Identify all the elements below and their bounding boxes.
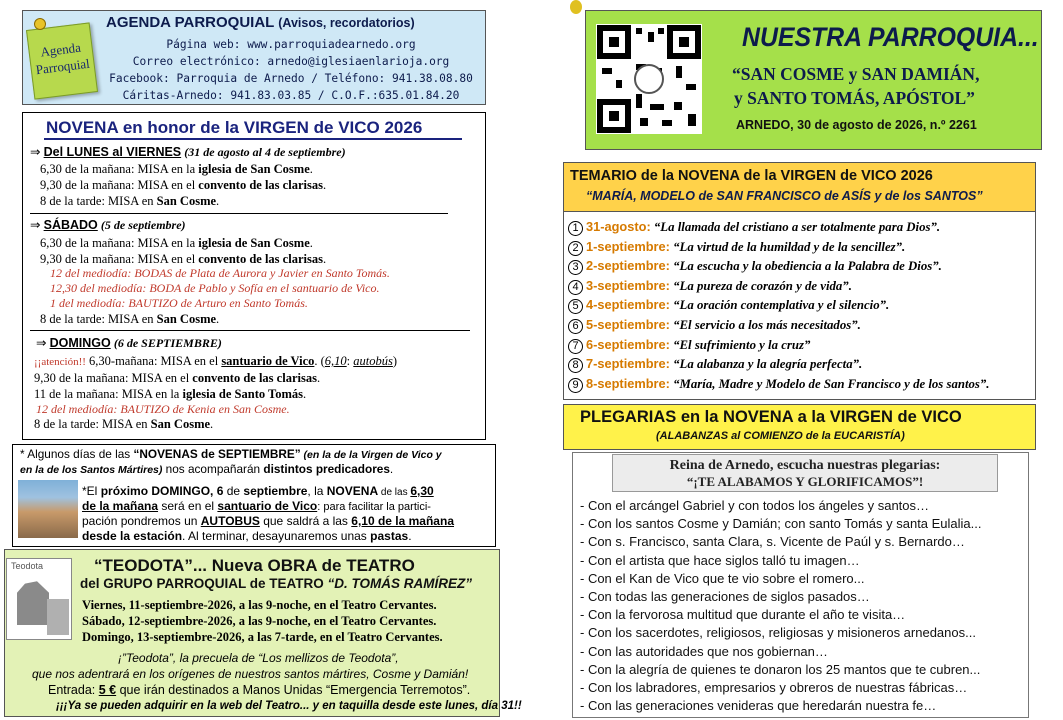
- plegaria-item: - Con la alegría de quienes te donaron los 25 mantos que te cubren...: [580, 661, 981, 677]
- plegarias-title: PLEGARIAS en la NOVENA a la VIRGEN de VICO: [580, 408, 962, 426]
- temario-item: [568, 239, 905, 256]
- teodota-caption: Teodota: [11, 561, 44, 571]
- bus-line-4: desde la estación. Al terminar, desayunaremos unas pastas.: [82, 529, 412, 543]
- weekday-line-2: 9,30 de la mañana: MISA en el convento de las clarisas.: [40, 178, 327, 192]
- saturday-line-6: 8 de la tarde: MISA en San Cosme.: [40, 312, 220, 326]
- number-badge: 8: [568, 358, 583, 373]
- temario-item: [568, 317, 861, 334]
- agenda-email[interactable]: Correo electrónico: arnedo@iglesiaenlarioja.org: [132, 55, 450, 68]
- agenda-web[interactable]: Página web: www.parroquiadearnedo.org: [166, 38, 416, 51]
- pin-icon: [34, 18, 46, 30]
- plegarias-subtitle: (ALABANZAS al COMIENZO de la EUCARISTÍA): [656, 430, 905, 442]
- number-badge: 6: [568, 319, 583, 334]
- temario-item: [568, 297, 889, 314]
- number-badge: 7: [568, 339, 583, 354]
- plegaria-item: - Con la fervorosa multitud que durante el año te visita…: [580, 607, 906, 623]
- reina-line-2: “¡TE ALABAMOS Y GLORIFICAMOS”!: [686, 474, 924, 489]
- sunday-line-2: 9,30 de la mañana: MISA en el convento de las clarisas.: [34, 371, 321, 385]
- predicadores-line-2: en la de los Santos Mártires) nos acompañarán distintos predicadores.: [20, 462, 394, 476]
- temario-item: [568, 219, 940, 236]
- divider: [30, 330, 470, 331]
- teatro-price: Entrada: 5 € que irán destinados a Manos Unidas “Emergencia Terremotos”.: [48, 683, 471, 697]
- number-badge: 5: [568, 299, 583, 314]
- temario-item: [568, 278, 852, 295]
- teatro-subtitle: del GRUPO PARROQUIAL de TEATRO “D. TOMÁS RAMÍREZ”: [80, 576, 473, 591]
- plegaria-item: - Con los labradores, empresarios y obreros de nuestras fábricas…: [580, 680, 968, 695]
- temario-date: 2-septiembre:: [586, 258, 670, 274]
- temario-date: 6-septiembre:: [586, 336, 670, 352]
- sunday-event: 12 del mediodía: BAUTIZO de Kenia en San Cosme.: [36, 402, 290, 416]
- reina-line-1: Reina de Arnedo, escucha nuestras plegarias:: [669, 458, 941, 473]
- parroquia-title: NUESTRA PARROQUIA...: [742, 22, 1039, 52]
- teatro-date-2: Sábado, 12-septiembre-2026, a las 9-noche, en el Teatro Cervantes.: [82, 614, 437, 628]
- teatro-date-1: Viernes, 11-septiembre-2026, a las 9-noche, en el Teatro Cervantes.: [82, 598, 437, 612]
- agenda-title: AGENDA PARROQUIAL (Avisos, recordatorios): [106, 14, 415, 31]
- teatro-desc-1: ¡”Teodota”, la precuela de “Los mellizos de Teodota”,: [118, 651, 399, 665]
- plegaria-item: - Con los santos Cosme y Damián; con santo Tomás y santa Eulalia...: [580, 516, 982, 532]
- temario-text: “El servicio a los más necesitados”.: [673, 318, 861, 332]
- parroquia-name-1: “SAN COSME y SAN DAMIÁN,: [732, 64, 980, 84]
- temario-date: 4-septiembre:: [586, 297, 670, 313]
- number-badge: 3: [568, 260, 583, 275]
- temario-date: 31-agosto:: [586, 219, 651, 234]
- plegaria-item: - Con todas las generaciones de siglos pasados…: [580, 589, 870, 604]
- saturday-event-2: 12,30 del mediodía: BODA de Pablo y Sofía en el santuario de Vico.: [50, 281, 380, 295]
- plegaria-item: - Con el arcángel Gabriel y con todos los ángeles y santos…: [580, 498, 930, 513]
- temario-date: 1-septiembre:: [586, 238, 670, 254]
- plegaria-item: - Con s. Francisco, santa Clara, s. Vicente de Paúl y s. Bernardo…: [580, 534, 965, 550]
- teatro-tickets: ¡¡¡Ya se pueden adquirir en la web del Teatro... y en taquilla desde este lunes, día 31!!: [56, 700, 522, 712]
- weekday-line-3: 8 de la tarde: MISA en San Cosme.: [40, 194, 220, 208]
- temario-text: “La pureza de corazón y de vida”.: [673, 278, 852, 293]
- number-badge: 4: [568, 280, 583, 295]
- saturday-line-2: 9,30 de la mañana: MISA en el convento de las clarisas.: [40, 252, 327, 266]
- weekday-heading: ⇒ Del LUNES al VIERNES (31 de agosto al 4 de septiembre): [30, 145, 346, 159]
- temario-text: “La escucha y la obediencia a la Palabra de Dios”.: [673, 259, 942, 274]
- saturday-event-1: 12 del mediodía: BODAS de Plata de Aurora y Javier en Santo Tomás.: [50, 266, 390, 280]
- saturday-event-3: 1 del mediodía: BAUTIZO de Arturo en Santo Tomás.: [50, 296, 308, 310]
- temario-title: TEMARIO de la NOVENA de la VIRGEN de VICO 2026: [570, 168, 933, 184]
- temario-text: “La llamada del cristiano a ser totalmente para Dios”.: [653, 220, 941, 234]
- sunday-line-3: 11 de la mañana: MISA en la iglesia de Santo Tomás.: [34, 387, 307, 401]
- novena-title: NOVENA en honor de la VIRGEN de VICO 2026: [46, 118, 423, 137]
- teatro-date-3: Domingo, 13-septiembre-2026, a las 7-tarde, en el Teatro Cervantes.: [82, 630, 443, 644]
- temario-text: “La oración contemplativa y el silencio”.: [673, 298, 890, 313]
- temario-date: 3-septiembre:: [586, 277, 670, 293]
- temario-text: “El sufrimiento y la cruz”: [673, 337, 811, 352]
- bus-line-1: *El próximo DOMINGO, 6 de septiembre, la NOVENA de las 6,30: [82, 484, 434, 498]
- temario-date: 5-septiembre:: [586, 317, 670, 332]
- saturday-line-1: 6,30 de la mañana: MISA en la iglesia de San Cosme.: [40, 236, 313, 250]
- parroquia-date: ARNEDO, 30 de agosto de 2026, n.º 2261: [736, 118, 977, 132]
- temario-text: “La virtud de la humildad y de la sencillez”.: [673, 239, 906, 254]
- temario-item: [568, 356, 862, 373]
- reina-banner: [612, 454, 998, 492]
- predicadores-line-1: * Algunos días de las “NOVENAS de SEPTIEMBRE” (en la de la Virgen de Vico y: [20, 447, 442, 461]
- temario-item: [568, 258, 942, 275]
- qr-code[interactable]: [596, 24, 702, 134]
- pin-icon: [570, 0, 582, 14]
- temario-text: “La alabanza y la alegría perfecta”.: [673, 357, 863, 372]
- agenda-facebook: Facebook: Parroquia de Arnedo / Teléfono: 941.38.08.80: [109, 72, 473, 85]
- parroquia-name-2: y SANTO TOMÁS, APÓSTOL”: [734, 88, 975, 108]
- number-badge: 9: [568, 378, 583, 393]
- temario-subtitle: “MARÍA, MODELO de SAN FRANCISCO de ASÍS y de los SANTOS”: [586, 189, 983, 203]
- teatro-title: “TEODOTA”... Nueva OBRA de TEATRO: [94, 556, 415, 575]
- plegaria-item: - Con los sacerdotes, religiosos, religiosas y misioneros arnedanos...: [580, 625, 976, 641]
- sunday-line-1: ¡¡atención!! 6,30-mañana: MISA en el santuario de Vico. (6,10: autobús): [34, 354, 398, 368]
- bus-line-3: pación pondremos un AUTOBUS que saldrá a las 6,10 de la mañana: [82, 514, 454, 528]
- bus-line-2: de la mañana será en el santuario de Vico: para facilitar la partici-: [82, 499, 431, 513]
- temario-item: [568, 337, 810, 354]
- teodota-poster-image: [6, 558, 72, 640]
- church-photo: [18, 480, 78, 538]
- plegaria-item: - Con el artista que hace siglos talló tu imagen…: [580, 552, 860, 568]
- divider: [30, 213, 448, 214]
- saturday-heading: ⇒ SÁBADO (5 de septiembre): [30, 218, 186, 232]
- sunday-heading: ⇒ DOMINGO (6 de SEPTIEMBRE): [36, 336, 222, 350]
- sunday-line-5: 8 de la tarde: MISA en San Cosme.: [34, 417, 214, 431]
- temario-item: [568, 376, 990, 393]
- novena-title-underline: [44, 138, 462, 140]
- weekday-line-1: 6,30 de la mañana: MISA en la iglesia de San Cosme.: [40, 162, 313, 176]
- teatro-desc-2: que nos adentrará en los orígenes de nuestros santos mártires, Cosme y Damián!: [32, 667, 469, 681]
- agenda-caritas: Cáritas-Arnedo: 941.83.03.85 / C.O.F.:635.01.84.20: [122, 89, 460, 102]
- agenda-note-image: Agenda Parroquial: [26, 22, 98, 99]
- plegaria-item: - Con el Kan de Vico que te vio sobre el romero...: [580, 570, 865, 586]
- qr-code-graphic: [596, 24, 702, 134]
- temario-text: “María, Madre y Modelo de San Francisco y de los santos”.: [673, 376, 990, 391]
- temario-date: 8-septiembre:: [586, 375, 670, 391]
- number-badge: 1: [568, 221, 583, 236]
- number-badge: 2: [568, 241, 583, 256]
- temario-date: 7-septiembre:: [586, 356, 670, 372]
- plegaria-item: - Con las autoridades que nos gobiernan…: [580, 643, 828, 659]
- plegaria-item: - Con las generaciones venideras que heredarán nuestra fe…: [580, 698, 937, 714]
- figure-sketch: [47, 599, 69, 635]
